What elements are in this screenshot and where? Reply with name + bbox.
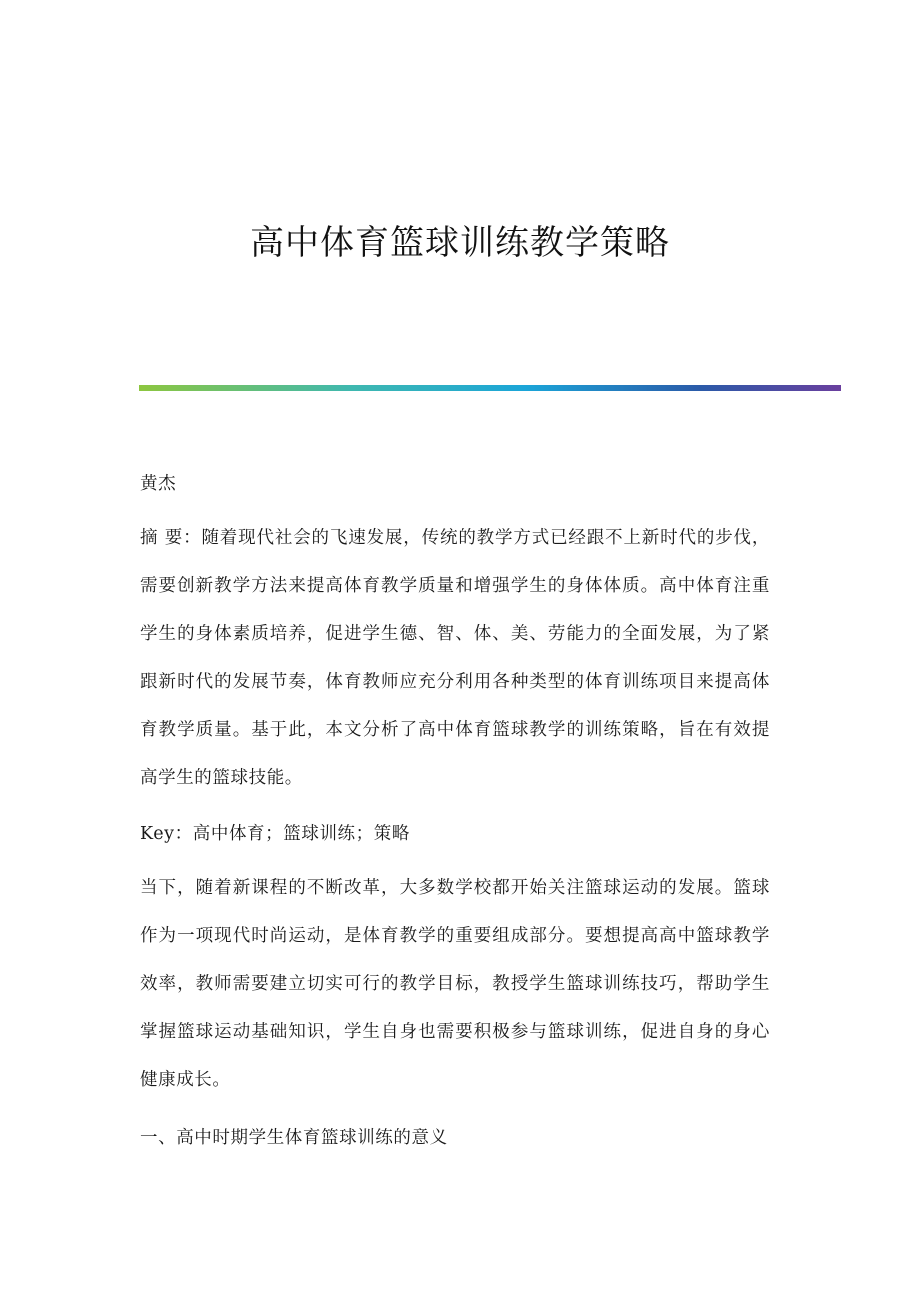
title-divider [139,385,841,391]
abstract-paragraph: 摘 要：随着现代社会的飞速发展，传统的教学方式已经跟不上新时代的步伐，需要创新教学方法来提高体育教学质量和增强学生的身体体质。高中体育注重学生的身体素质培养，促进学生德、智、体、美、劳能力的全面发展，为了紧跟新时代的发展节奏，体育教师应充分利用各种类型的体育训练项目来提高体育教学质量。基于此，本文分析了高中体育篮球教学的训练策略，旨在有效提高学生的篮球技能。 [140,528,770,788]
document-title: 高中体育篮球训练教学策略 [250,223,670,263]
author-name: 黄杰 [140,474,177,494]
keywords-line: Key：高中体育；篮球训练；策略 [140,824,410,844]
section-heading: 一、高中时期学生体育篮球训练的意义 [140,1128,448,1148]
intro-paragraph: 当下，随着新课程的不断改革，大多数学校都开始关注篮球运动的发展。篮球作为一项现代时尚运动，是体育教学的重要组成部分。要想提高高中篮球教学效率，教师需要建立切实可行的教学目标，教授学生篮球训练技巧，帮助学生掌握篮球运动基础知识，学生自身也需要积极参与篮球训练，促进自身的身心健康成长。 [140,878,770,1090]
